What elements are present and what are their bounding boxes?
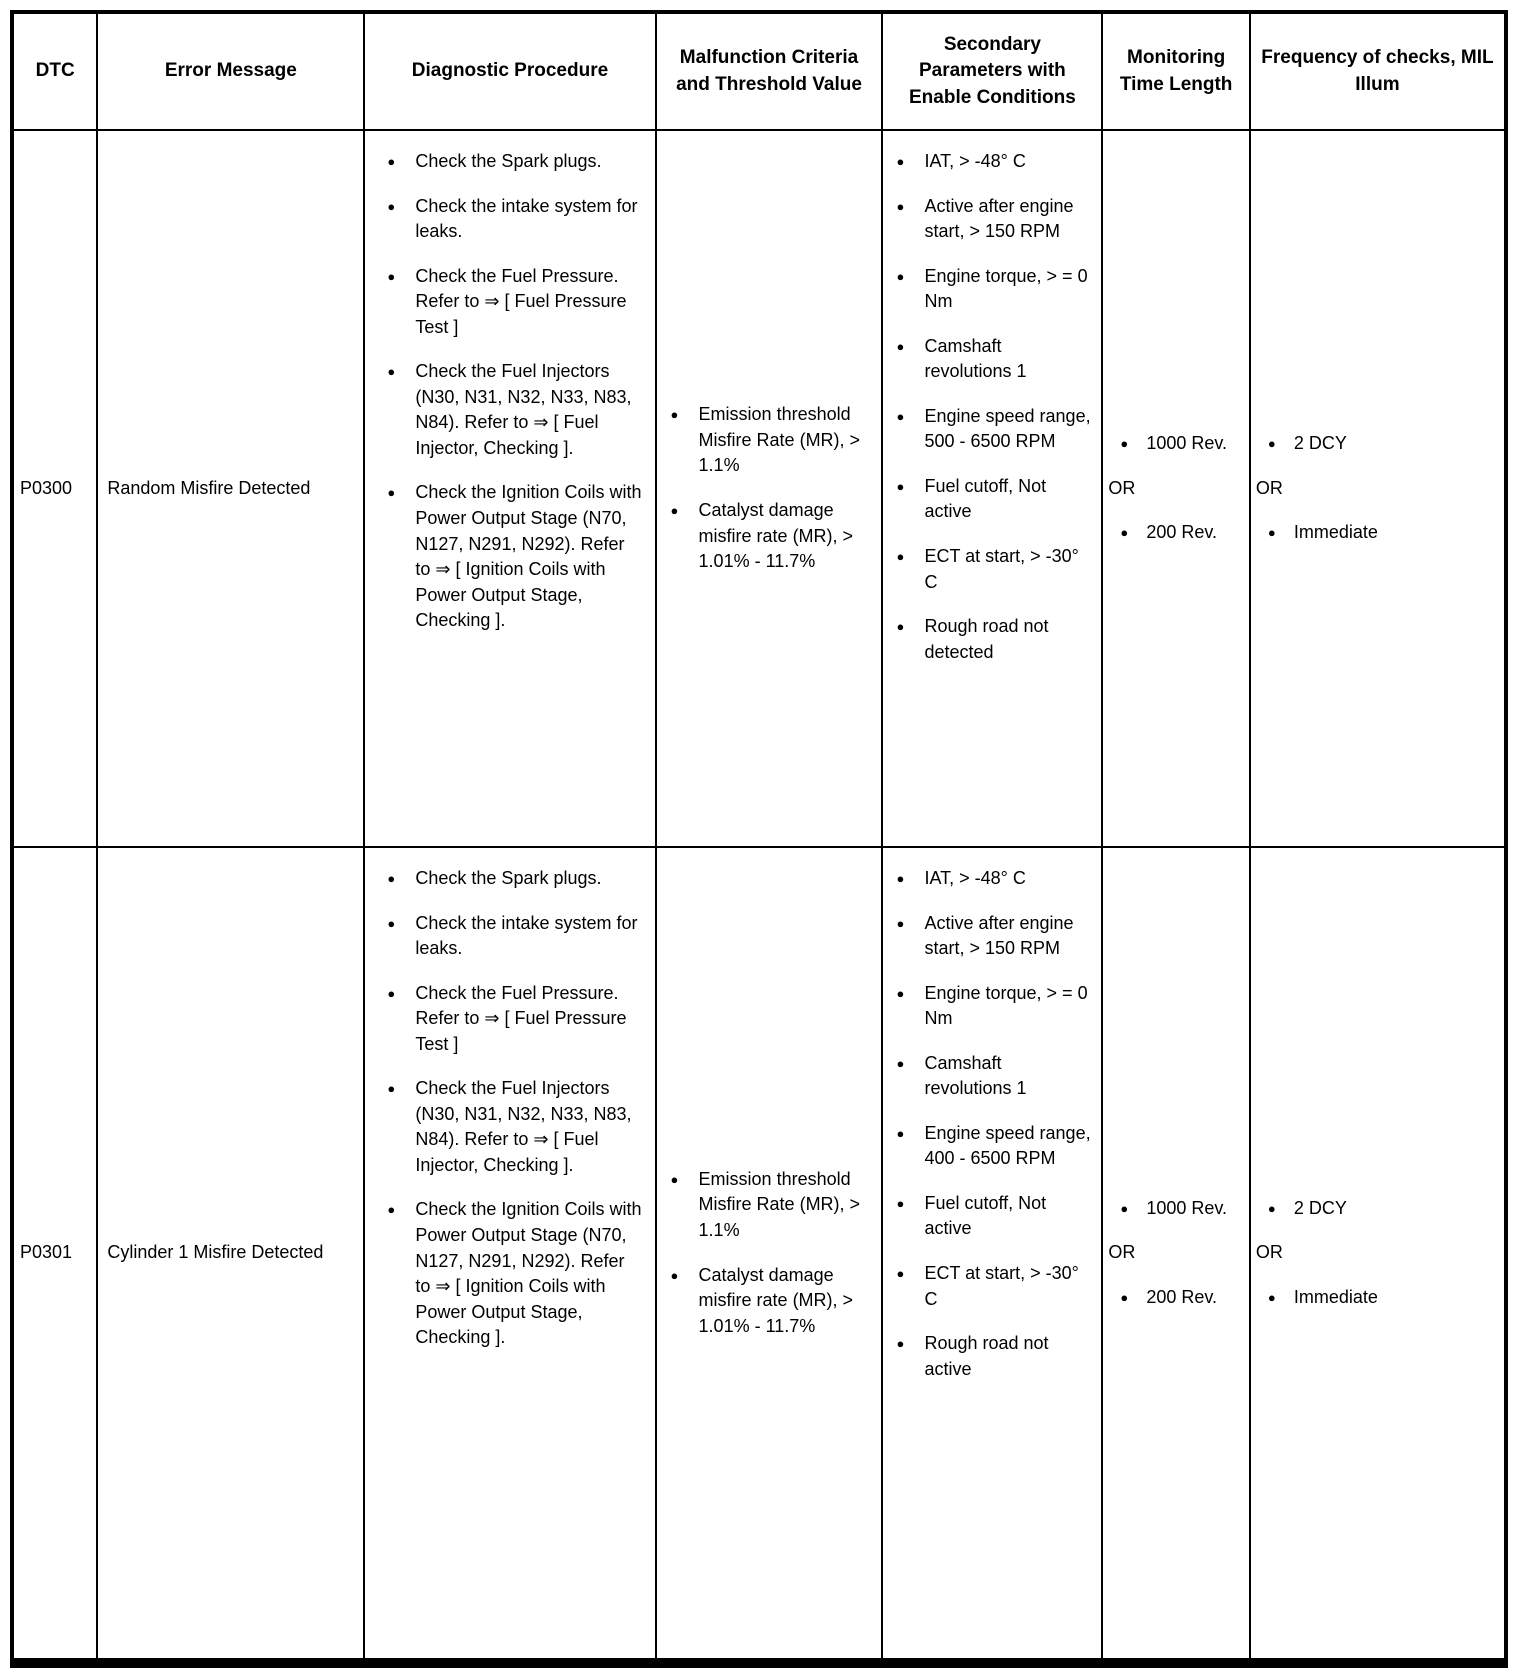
bullet-icon: ●: [896, 198, 905, 214]
secondary-parameters-cell: [882, 847, 1102, 1663]
header-malfunction-criteria: Malfunction Criteria and Threshold Value: [656, 12, 883, 130]
bullet-item: [387, 194, 642, 245]
bullet-icon: ●: [670, 407, 679, 423]
bullet-icon: ●: [1120, 436, 1129, 452]
bullet-text: Fuel cutoff, Not active: [924, 475, 1047, 522]
bullet-item: [1268, 1196, 1500, 1222]
bullet-text: Catalyst damage misfire rate (MR), > 1.01% - 11.7%: [698, 500, 854, 572]
dtc-cell: P0300: [12, 130, 97, 847]
bullet-item: [896, 1261, 1093, 1312]
bullet-item: [671, 1263, 872, 1340]
bullet-item: [896, 474, 1093, 525]
monitoring-time-list: [1108, 431, 1245, 546]
frequency-cell: [1250, 847, 1506, 1663]
bullet-text: Immediate: [1293, 1286, 1378, 1307]
secondary-parameters-list: [896, 866, 1093, 1382]
bullet-item: [896, 544, 1093, 595]
bullet-item: [896, 981, 1093, 1032]
secondary-parameters-list: [896, 149, 1093, 665]
bullet-item: [387, 1076, 642, 1178]
bullet-item: [387, 264, 642, 341]
monitoring-time-cell: [1102, 130, 1250, 847]
bullet-text: 2 DCY: [1293, 433, 1347, 454]
bullet-text: Check the intake system for leaks.: [415, 195, 638, 242]
bullet-text: Rough road not active: [924, 1333, 1049, 1379]
bullet-icon: ●: [387, 915, 396, 931]
bullet-item: [896, 334, 1093, 385]
bullet-item: [671, 402, 872, 479]
bullet-icon: ●: [387, 1081, 396, 1097]
bullet-icon: ●: [896, 154, 905, 169]
bullet-icon: ●: [387, 485, 396, 501]
bullet-item: [896, 264, 1093, 315]
header-error-message: Error Message: [97, 12, 364, 130]
bullet-icon: ●: [1120, 525, 1129, 541]
bullet-text: ECT at start, > -30° C: [924, 546, 1079, 592]
bullet-text: Rough road not detected: [924, 616, 1049, 662]
header-secondary-parameters: Secondary Parameters with Enable Conditions: [882, 12, 1102, 130]
bullet-icon: ●: [896, 408, 905, 424]
bullet-item: [896, 149, 1093, 175]
bullet-icon: ●: [896, 1336, 905, 1352]
error-message-cell: Cylinder 1 Misfire Detected: [97, 847, 364, 1663]
bullet-icon: ●: [1120, 1200, 1129, 1216]
bullet-item: [896, 1331, 1093, 1382]
secondary-parameters-cell: [882, 130, 1102, 847]
bullet-text: Check the Ignition Coils with Power Output Stage (N70, N127, N291, N292). Refer to ⇒ [ Ignition Coils with Power Output Stage, Checking ].: [415, 1199, 642, 1348]
bullet-icon: ●: [896, 985, 905, 1001]
bullet-icon: ●: [387, 985, 396, 1001]
frequency-list: [1256, 1196, 1500, 1311]
bullet-text: Check the Fuel Injectors (N30, N31, N32, N33, N83, N84). Refer to ⇒ [ Fuel Injector, Checking ].: [415, 361, 632, 458]
bullet-item: [896, 194, 1093, 245]
bullet-item: [387, 480, 642, 633]
bullet-text: Emission threshold Misfire Rate (MR), > 1.1%: [698, 1168, 861, 1240]
or-separator: OR: [1108, 1242, 1136, 1263]
bullet-item: [387, 911, 642, 962]
bullet-item: [896, 911, 1093, 962]
bullet-item: [671, 498, 872, 575]
bullet-item: [896, 1051, 1093, 1102]
bullet-item: [1268, 431, 1500, 457]
bullet-icon: ●: [896, 1125, 905, 1141]
bullet-icon: ●: [1267, 1289, 1276, 1305]
bullet-icon: ●: [896, 915, 905, 931]
bullet-text: Camshaft revolutions 1: [924, 335, 1027, 382]
bullet-text: ECT at start, > -30° C: [924, 1263, 1079, 1309]
or-separator: OR: [1255, 1242, 1283, 1263]
bullet-icon: ●: [387, 871, 396, 886]
diagnostic-procedure-list: [387, 866, 642, 1351]
diagnostic-procedure-cell: [364, 847, 655, 1663]
bullet-icon: ●: [387, 364, 396, 380]
or-separator: OR: [1255, 477, 1283, 498]
bullet-item: [896, 404, 1093, 455]
bullet-icon: ●: [896, 1195, 905, 1211]
dtc-table: [10, 10, 1508, 1668]
bullet-text: Engine speed range, 500 - 6500 RPM: [924, 405, 1091, 452]
frequency-list: [1256, 431, 1500, 546]
bullet-text: Fuel cutoff, Not active: [924, 1192, 1047, 1239]
bullet-icon: ●: [896, 478, 905, 494]
bullet-icon: ●: [1267, 525, 1276, 541]
bullet-text: Engine torque, > = 0 Nm: [924, 265, 1088, 312]
header-row: [12, 12, 1506, 130]
header-diagnostic-procedure: Diagnostic Procedure: [364, 12, 655, 130]
bullet-item: [387, 359, 642, 461]
bullet-item: [1268, 520, 1500, 546]
bullet-item: [1268, 1285, 1500, 1311]
bullet-icon: ●: [1267, 436, 1276, 452]
bullet-icon: ●: [1267, 1200, 1276, 1216]
bullet-text: Emission threshold Misfire Rate (MR), > 1.1%: [698, 404, 861, 476]
bullet-icon: ●: [896, 619, 905, 635]
bullet-text: Check the Spark plugs.: [415, 151, 602, 171]
bullet-icon: ●: [896, 1266, 905, 1282]
bullet-text: Check the Spark plugs.: [415, 868, 602, 888]
bullet-item: [1120, 1196, 1245, 1222]
malfunction-criteria-list: [671, 1167, 872, 1339]
bullet-item: [387, 981, 642, 1058]
malfunction-criteria-list: [671, 402, 872, 574]
bullet-text: 200 Rev.: [1146, 1286, 1218, 1307]
bullet-text: 1000 Rev.: [1146, 1197, 1228, 1218]
bullet-item: [896, 1121, 1093, 1172]
bullet-text: Check the Fuel Injectors (N30, N31, N32, N33, N83, N84). Refer to ⇒ [ Fuel Injector, Checking ].: [415, 1078, 632, 1175]
bullet-icon: ●: [670, 1171, 679, 1187]
bullet-icon: ●: [387, 198, 396, 214]
bullet-icon: ●: [896, 268, 905, 284]
table-row-p0301: [12, 847, 1506, 1663]
bullet-text: Check the intake system for leaks.: [415, 912, 638, 959]
header-frequency: Frequency of checks, MIL Illum: [1250, 12, 1506, 130]
bullet-text: Check the Fuel Pressure. Refer to ⇒ [ Fuel Pressure Test ]: [415, 982, 627, 1054]
bullet-item: [896, 614, 1093, 665]
bullet-text: IAT, > -48° C: [924, 868, 1026, 888]
header-monitoring-time: Monitoring Time Length: [1102, 12, 1250, 130]
bullet-icon: ●: [387, 268, 396, 284]
bullet-text: 2 DCY: [1293, 1197, 1347, 1218]
bullet-item: [896, 1191, 1093, 1242]
bullet-text: Check the Fuel Pressure. Refer to ⇒ [ Fuel Pressure Test ]: [415, 265, 627, 337]
bullet-item: [1120, 520, 1245, 546]
header-dtc: DTC: [12, 12, 97, 130]
bullet-text: Catalyst damage misfire rate (MR), > 1.01% - 11.7%: [698, 1264, 854, 1336]
bullet-item: [1120, 431, 1245, 457]
bullet-icon: ●: [670, 503, 679, 518]
bullet-icon: ●: [896, 338, 905, 354]
bullet-text: Engine speed range, 400 - 6500 RPM: [924, 1122, 1091, 1169]
bullet-icon: ●: [896, 1055, 905, 1071]
bullet-text: Immediate: [1293, 522, 1378, 543]
bullet-text: 1000 Rev.: [1146, 433, 1228, 454]
bullet-item: [896, 866, 1093, 892]
bullet-text: Active after engine start, > 150 RPM: [924, 912, 1074, 959]
bullet-text: Camshaft revolutions 1: [924, 1052, 1027, 1099]
bullet-item: [671, 1167, 872, 1244]
bullet-text: 200 Rev.: [1146, 522, 1218, 543]
bullet-item: [1120, 1285, 1245, 1311]
bullet-text: Active after engine start, > 150 RPM: [924, 195, 1074, 242]
bullet-icon: ●: [896, 549, 905, 565]
frequency-cell: [1250, 130, 1506, 847]
dtc-cell: P0301: [12, 847, 97, 1663]
bullet-icon: ●: [1120, 1289, 1129, 1305]
bullet-item: [387, 149, 642, 175]
monitoring-time-cell: [1102, 847, 1250, 1663]
table-row-p0300: [12, 130, 1506, 847]
monitoring-time-list: [1108, 1196, 1245, 1311]
diagnostic-procedure-list: [387, 149, 642, 634]
bullet-text: Engine torque, > = 0 Nm: [924, 982, 1088, 1029]
bullet-icon: ●: [670, 1267, 679, 1283]
bullet-text: IAT, > -48° C: [924, 151, 1026, 171]
diagnostic-procedure-cell: [364, 130, 655, 847]
malfunction-criteria-cell: [656, 130, 883, 847]
bullet-item: [387, 1197, 642, 1350]
bullet-icon: ●: [387, 154, 396, 169]
bullet-text: Check the Ignition Coils with Power Output Stage (N70, N127, N291, N292). Refer to ⇒ [ Ignition Coils with Power Output Stage, Checking ].: [415, 482, 642, 631]
bullet-icon: ●: [387, 1202, 396, 1218]
malfunction-criteria-cell: [656, 847, 883, 1663]
or-separator: OR: [1108, 477, 1136, 498]
bullet-icon: ●: [896, 871, 905, 886]
error-message-cell: Random Misfire Detected: [97, 130, 364, 847]
bullet-item: [387, 866, 642, 892]
